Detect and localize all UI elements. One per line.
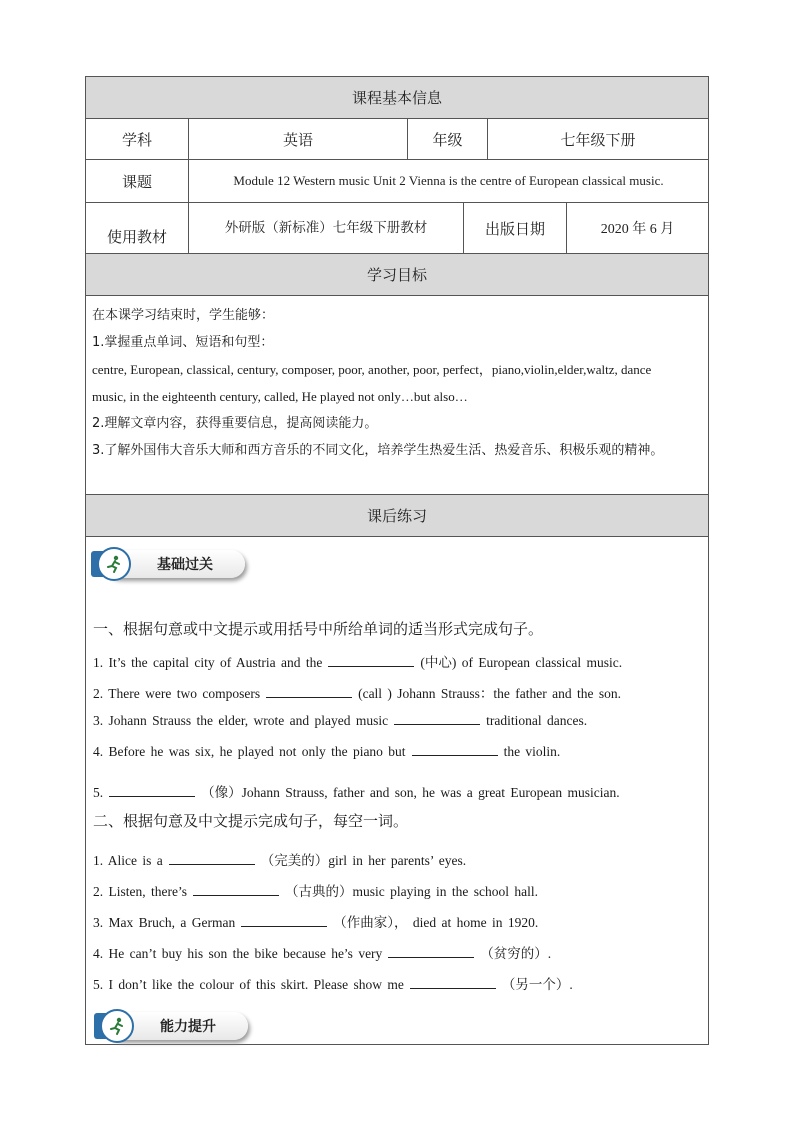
topic-row <box>86 160 708 203</box>
topic-value: Module 12 Western music Unit 2 Vienna is the centre of European classical music. <box>233 173 664 188</box>
goals-header: 学习目标 <box>86 254 708 296</box>
badge-advanced-label: 能力提升 <box>108 1012 248 1040</box>
question-text: 2. Listen, there’s <box>93 884 187 899</box>
question-text: 1. Alice is a <box>93 853 163 868</box>
badge-basic-label: 基础过关 <box>105 550 245 578</box>
pubdate-label: 出版日期 <box>464 203 567 253</box>
answer-blank[interactable] <box>169 853 255 865</box>
question-text: （古典的）music playing in the school hall. <box>284 884 538 899</box>
section2-title: 二、根据句意及中文提示完成句子，每空一词。 <box>93 812 409 830</box>
question-text: 2. There were two composers <box>93 686 261 701</box>
question-text: 4. Before he was six, he played not only the piano but <box>93 744 406 759</box>
question-text: (call ) Johann Strauss：the father and the son. <box>358 686 622 701</box>
question-text: （完美的）girl in her parents’ eyes. <box>260 853 467 868</box>
question-text: （另一个）. <box>501 977 573 992</box>
goals-line: music, in the eighteenth century, called, He played not only…but also… <box>92 389 468 404</box>
question-text: （作曲家）， died at home in 1920. <box>333 915 539 930</box>
question-text: 5. I don’t like the colour of this skirt. Please show me <box>93 977 404 992</box>
goals-body <box>86 296 708 495</box>
answer-blank[interactable] <box>193 884 279 896</box>
textbook-value: 外研版（新标准）七年级下册教材 <box>189 203 464 253</box>
goals-line: 1.掌握重点单词、短语和句型： <box>92 335 274 350</box>
subject-row <box>86 119 708 160</box>
practice-header: 课后练习 <box>86 495 708 537</box>
question-text: 3. Max Bruch, a German <box>93 915 236 930</box>
answer-blank[interactable] <box>241 915 327 927</box>
lesson-sheet <box>85 76 709 1045</box>
question-text: (中心) of European classical music. <box>420 655 623 670</box>
question-text: 3. Johann Strauss the elder, wrote and played music <box>93 713 389 728</box>
textbook-label: 使用教材 <box>86 203 189 253</box>
section2-question <box>93 942 701 962</box>
question-text: 5. <box>93 785 104 800</box>
subject-label: 学科 <box>86 119 189 159</box>
goals-line: 在本课学习结束时，学生能够： <box>92 308 275 323</box>
answer-blank[interactable] <box>394 713 480 725</box>
pubdate-value: 2020 年 6 月 <box>600 222 675 237</box>
answer-blank[interactable] <box>109 785 195 797</box>
section1-question <box>93 781 701 801</box>
question-text: 4. He can’t buy his son the bike because he’s very <box>93 946 383 961</box>
section1-title: 一、根据句意或中文提示或用括号中所给单词的适当形式完成句子。 <box>93 620 544 638</box>
topic-label: 课题 <box>86 160 189 202</box>
section2-question <box>93 911 701 931</box>
answer-blank[interactable] <box>328 655 414 667</box>
info-header: 课程基本信息 <box>86 77 708 119</box>
grade-value: 七年级下册 <box>560 130 636 149</box>
answer-blank[interactable] <box>410 977 496 989</box>
goals-list <box>92 302 704 464</box>
section2-question <box>93 973 701 993</box>
goals-line: 2.理解文章内容，获得重要信息，提高阅读能力。 <box>92 416 378 431</box>
running-icon <box>97 547 131 581</box>
goals-line: centre, European, classical, century, composer, poor, another, poor, perfect，piano,violin,elder,waltz, dance <box>92 362 652 377</box>
question-text: （贫穷的）. <box>480 946 552 961</box>
running-icon <box>100 1009 134 1043</box>
answer-blank[interactable] <box>388 946 474 958</box>
question-text: traditional dances. <box>486 713 588 728</box>
grade-label: 年级 <box>408 119 488 159</box>
question-text: （像）Johann Strauss, father and son, he was a great European musician. <box>201 785 620 800</box>
section2-question <box>93 880 701 900</box>
answer-blank[interactable] <box>266 686 352 698</box>
section2-question <box>93 849 701 869</box>
question-text: 1. It’s the capital city of Austria and the <box>93 655 323 670</box>
section1-question <box>93 713 701 729</box>
section1-question <box>93 744 701 760</box>
question-text: the violin. <box>503 744 561 759</box>
section1-question <box>93 682 701 702</box>
section1-question <box>93 651 701 671</box>
goals-line: 3.了解外国伟大音乐大师和西方音乐的不同文化，培养学生热爱生活、热爱音乐、积极乐观的精神。 <box>92 443 664 458</box>
textbook-row <box>86 203 708 254</box>
subject-value: 英语 <box>189 119 408 159</box>
answer-blank[interactable] <box>412 744 498 756</box>
